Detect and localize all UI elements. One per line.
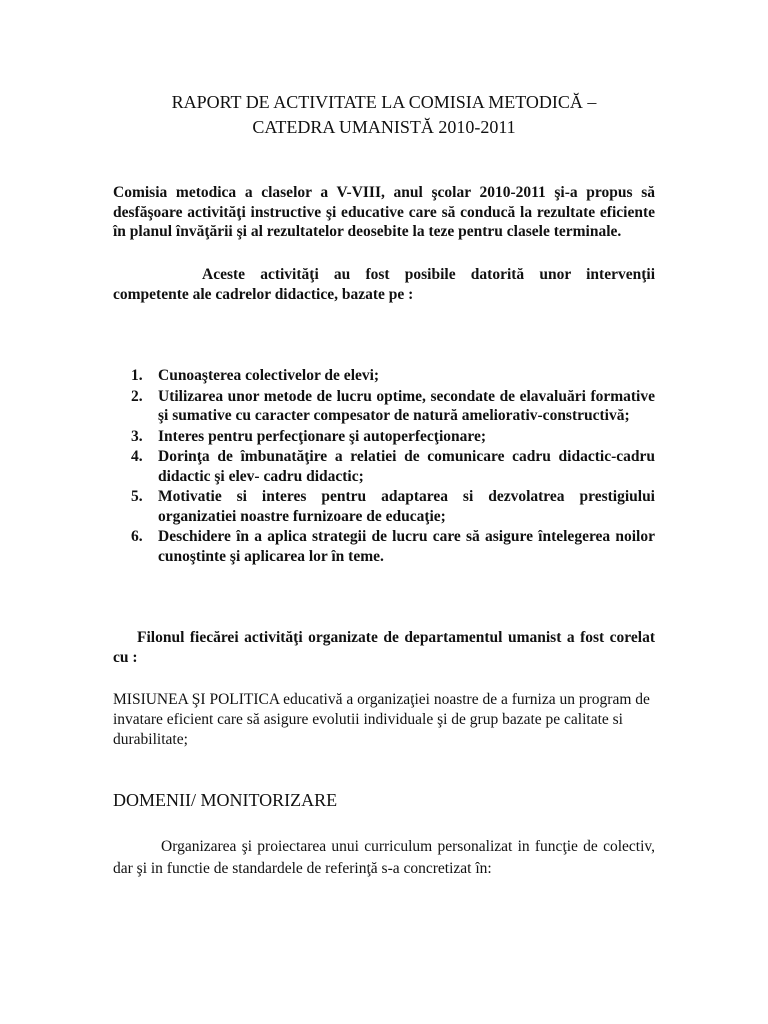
intro-paragraph-2: Aceste activităţi au fost posibile datorită unor intervenţii competente ale cadrelor didactice, bazate pe : [113, 266, 655, 303]
list-item-number: 3. [131, 427, 143, 445]
list-item-text: Deschidere în a aplica strategii de lucru care să asigure întelegerea noilor cunoştinte şi aplicarea lor în teme. [158, 528, 655, 565]
list-item-text: Cunoaşterea colectivelor de elevi; [158, 367, 380, 384]
organizare-paragraph: Organizarea şi proiectarea unui curriculum personalizat in funcţie de colectiv, dar şi in functie de standardele de referinţă s-a concretizat în: [113, 838, 655, 877]
misiune-paragraph: MISIUNEA ŞI POLITICA educativă a organizaţiei noastre de a furniza un program de invatare eficient care să asigure evolutii individuale şi de grup bazate pe calitate si durabilitate; [113, 691, 650, 748]
filon-paragraph: Filonul fiecărei activităţi organizate de departamentul umanist a fost corelat cu : [113, 629, 655, 666]
list-item-number: 2. [131, 387, 143, 405]
list-item [131, 366, 655, 386]
intro-paragraph: Comisia metodica a claselor a V-VIII, anul şcolar 2010-2011 şi-a propus să desfăşoare activităţi instructive şi educative care să conducă la rezultate eficiente în planul învăţării şi al rezultatelor deosebite la teze pentru clasele terminale. [113, 184, 655, 240]
list-item [131, 447, 655, 486]
list-item-text: Interes pentru perfecţionare şi autoperfecţionare; [158, 427, 487, 445]
list-item [131, 427, 655, 447]
list-item-number: 5. [131, 488, 143, 505]
report-title-line-2: CATEDRA UMANISTĂ 2010-2011 [252, 117, 516, 137]
list-item-number: 1. [131, 367, 143, 384]
list-item [131, 487, 655, 526]
interventions-list [131, 366, 655, 567]
section-heading: DOMENII/ MONITORIZARE [113, 790, 338, 810]
list-item [131, 527, 655, 566]
list-item-number: 4. [131, 448, 143, 465]
list-item-text: Utilizarea unor metode de lucru optime, secondate de elavaluări formative şi sumative cu caracter compesator de natură ameliorativ-constructivă; [158, 387, 655, 424]
list-item-number: 6. [131, 528, 143, 545]
list-item [131, 387, 655, 426]
list-item-text: Dorinţa de îmbunatăţire a relatiei de comunicare cadru didactic-cadru didactic şi elev- cadru didactic; [158, 448, 655, 485]
list-item-text: Motivatie si interes pentru adaptarea si dezvolatrea prestigiului organizatiei noastre furnizoare de educaţie; [158, 488, 655, 525]
report-title-line-1: RAPORT DE ACTIVITATE LA COMISIA METODICĂ – [171, 92, 597, 112]
